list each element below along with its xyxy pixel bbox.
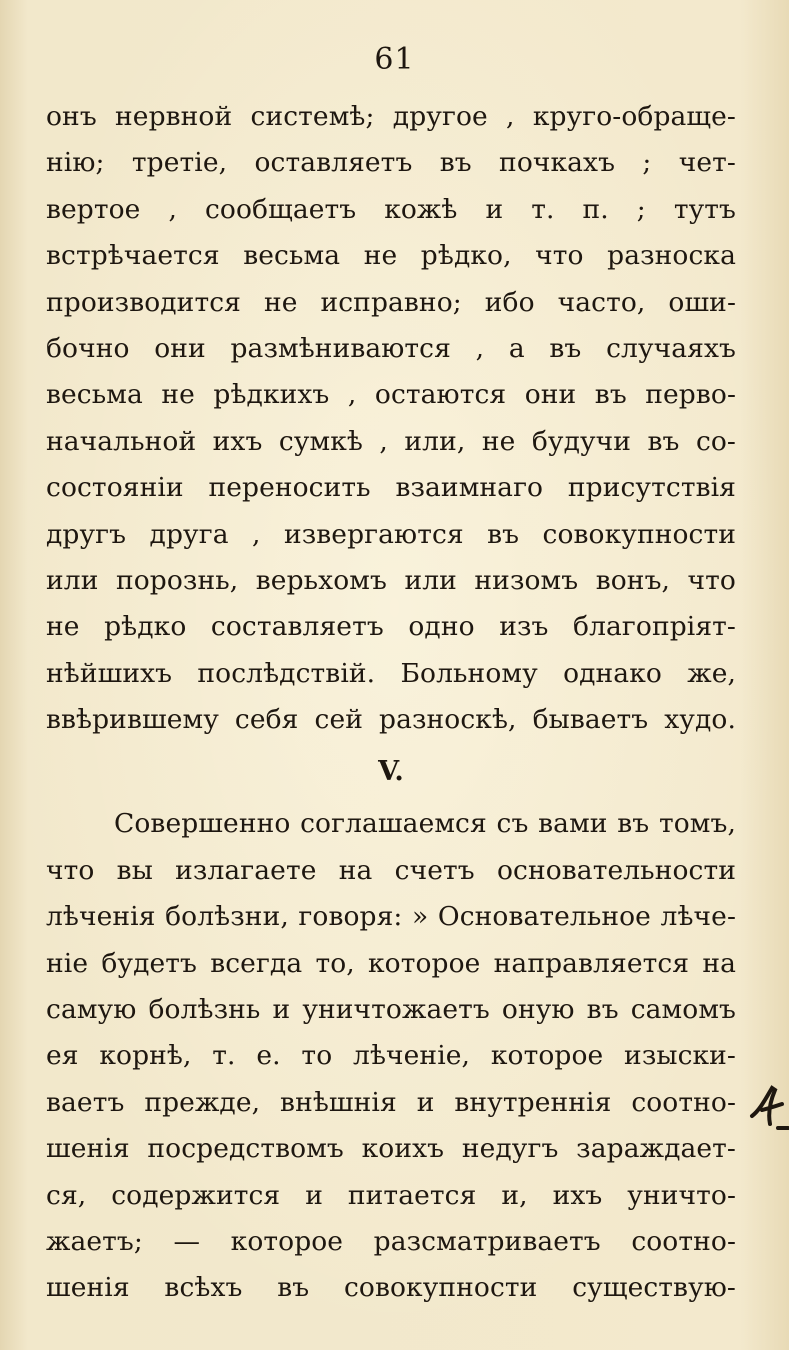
text-line: производится не исправно; ибо часто, оши- — [46, 286, 736, 318]
text-line: шенія посредствомъ коихъ недугъ зараждает- — [46, 1133, 736, 1165]
text-line: бочно они размѣниваются , а въ случаяхъ — [46, 332, 736, 364]
margin-mark-icon — [748, 1080, 789, 1140]
text-line: весьма не рѣдкихъ , остаются они въ перво- — [46, 379, 736, 411]
section-heading: V. — [378, 756, 404, 788]
text-line: Совершенно соглашаемся съ вами въ томъ, — [114, 808, 736, 840]
text-line: ввѣрившему себя сей разноскѣ, бываетъ худо. — [46, 704, 736, 736]
text-line: состояніи переносить взаимнаго присутствія — [46, 472, 736, 504]
text-line: ся, содержится и питается и, ихъ уничто- — [46, 1179, 736, 1211]
text-line: не рѣдко составляетъ одно изъ благопріят- — [46, 611, 736, 643]
text-line: жаетъ; — которое разсматриваетъ соотно- — [46, 1225, 736, 1257]
page-number: 61 — [374, 42, 415, 77]
text-line: ваетъ прежде, внѣшнія и внутреннія соотно- — [46, 1086, 736, 1118]
text-line: вертое , сообщаетъ кожѣ и т. п. ; тутъ — [46, 193, 736, 225]
text-line: ея корнѣ, т. е. то лѣченіе, которое изыски- — [46, 1040, 736, 1072]
text-line: самую болѣзнь и уничтожаетъ оную въ самомъ — [46, 994, 736, 1026]
text-line: онъ нервной системѣ; другое , круго-обраще- — [46, 101, 736, 132]
text-line: начальной ихъ сумкѣ , или, не будучи въ со- — [46, 425, 736, 457]
text-line: лѣченія болѣзни, говоря: » Основательное лѣче- — [46, 901, 736, 933]
text-line: или порознь, верьхомъ или низомъ вонъ, что — [46, 564, 736, 596]
text-line: что вы излагаете на счетъ основательности — [46, 854, 736, 886]
text-line: нѣйшихъ послѣдствій. Больному однако же, — [46, 657, 736, 689]
text-line: встрѣчается весьма не рѣдко, что разноска — [46, 240, 736, 272]
text-line: другъ друга , извергаются въ совокупности — [46, 518, 736, 550]
body-text — [46, 94, 736, 1312]
text-line: шенія всѣхъ въ совокупности существую- — [46, 1272, 736, 1304]
text-line: ніе будетъ всегда то, которое направляется на — [46, 947, 736, 979]
text-line: нію; третіе, оставляетъ въ почкахъ ; чет- — [46, 147, 736, 179]
